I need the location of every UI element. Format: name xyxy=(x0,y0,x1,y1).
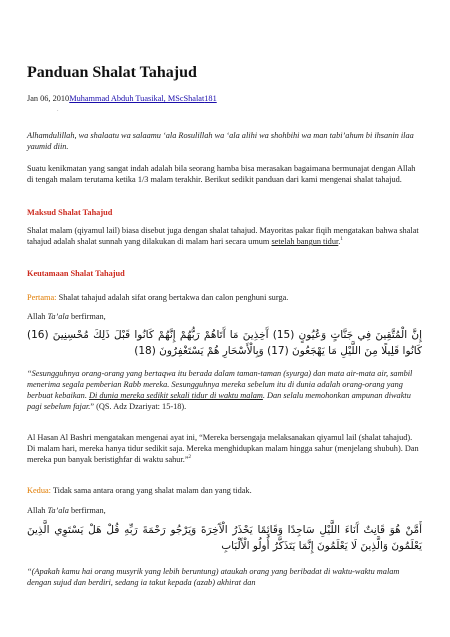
category-link[interactable]: Shalat xyxy=(183,94,205,103)
point-first xyxy=(27,292,422,303)
point-second-text: Tidak sama antara orang yang shalat malam dan yang tidak. xyxy=(50,486,252,495)
point-first-label: Pertama: xyxy=(27,293,57,302)
translation-1-a: “Sesungguhnya orang-orang yang bertaqwa itu berada dalam taman-taman (syurga) dan mata air-mata air, sambil menerima segala pemberian Rabb mereka. Sesungguhnya mereka sebelum itu di dunia adalah orang-orang yang berbuat kebaikan. xyxy=(27,369,413,401)
hasan-text: Al Hasan Al Bashri mengatakan mengenai ayat ini, “Mereka bersengaja melaksanakan qiyamul lail (shalat tahajud). Di malam hari, mereka hanya tidur sedikit saja. Mereka menghidupkan malam hingga sahur (menjelang shubuh). Dan mereka pun banyak beristighfar di waktu sahur.” xyxy=(27,433,419,465)
page-title: Panduan Shalat Tahajud xyxy=(27,64,197,81)
translation-1-b: . Dan selalu memohonkan ampunan diwaktu pagi sebelum fajar. xyxy=(27,391,411,412)
intro-paragraph: Suatu kenikmatan yang sangat indah adalah bila seorang hamba bisa merasakan bagaimana bermunajat dengan Allah di tengah malam terutama ketika 1/3 malam terakhir. Berikut sedikit panduan dari kami mengenai shalat tahajud. xyxy=(27,164,416,185)
allah-says-2 xyxy=(27,505,422,516)
point-first-text: Shalat tahajud adalah sifat orang bertakwa dan calon penghuni surga. xyxy=(56,293,289,302)
hasan-paragraph xyxy=(27,432,422,465)
allah-says-1 xyxy=(27,311,422,322)
arabic-verse-2: أَمَّنْ هُوَ قَانِتٌ آَنَاءَ اللَّيْلِ سَاجِدًا وَقَائِمًا يَحْذَرُ الْآَخِرَةَ وَيَرْجُو رَحْمَةَ رَبِّهِ قُلْ هَلْ يَسْتَوِي الَّذِينَ يَعْلَمُونَ وَالَّذِينَ لَا يَعْلَمُونَ إِنَّمَا يَتَذَكَّرُ أُولُو الْأَلْبَابِ xyxy=(27,524,422,552)
maksud-paragraph xyxy=(27,225,422,247)
footnote-ref-1[interactable]: 1 xyxy=(340,237,343,243)
allah-says-1-c: berfirman, xyxy=(68,312,106,321)
translation-1-underlined: Di dunia mereka sedikit sekali tidur di waktu malam xyxy=(88,391,263,401)
point-second xyxy=(27,485,422,496)
comment-count[interactable]: 181 xyxy=(204,94,217,103)
post-meta xyxy=(27,94,217,103)
footnote-ref-2[interactable]: 2 xyxy=(188,455,192,461)
post-date: Jan 06, 2010 xyxy=(27,94,70,103)
maksud-underlined: setelah bangun tidur xyxy=(271,237,339,247)
author-link[interactable]: Muhammad Abduh Tuasikal, MSc xyxy=(69,94,184,103)
separator-dot: . xyxy=(57,107,59,113)
section-heading-maksud: Maksud Shalat Tahajud xyxy=(27,208,113,217)
allah-says-1-b: Ta’ala xyxy=(47,312,69,321)
maksud-text-end: . xyxy=(338,237,341,247)
intro-salutation: Alhamdulillah, wa shalaatu wa salaamu ‘ala Rosulillah wa ‘ala alihi wa shohbihi wa man tabi’ahum bi ihsanin ilaa yaumid diin. xyxy=(27,131,414,152)
section-heading-keutamaan: Keutamaan Shalat Tahajud xyxy=(27,269,125,278)
arabic-verse-1: إِنَّ الْمُتَّقِينَ فِي جَنَّاتٍ وَعُيُونٍ (15) آَخِذِينَ مَا آَتَاهُمْ رَبُّهُمْ إِنَّهُمْ كَانُوا قَبْلَ ذَلِكَ مُحْسِنِينَ (16) كَانُوا قَلِيلًا مِنَ اللَّيْلِ مَا يَهْجَعُونَ (17) وَبِالْأَسْحَارِ هُمْ يَسْتَغْفِرُونَ (18) xyxy=(27,329,422,357)
allah-says-2-a: Allah xyxy=(27,506,48,515)
allah-says-1-a: Allah xyxy=(27,312,48,321)
translation-2: “(Apakah kamu hai orang musyrik yang lebih beruntung) ataukah orang yang beribadat di waktu-waktu malam dengan sujud dan berdiri, sedang ia takut kepada (azab) akhirat dan xyxy=(27,567,400,588)
point-second-label: Kedua: xyxy=(27,486,51,495)
maksud-text: Shalat malam (qiyamul lail) biasa disebut juga dengan shalat tahajud. Mayoritas pakar fiqih mengatakan bahwa shalat tahajud adalah shalat sunnah yang dilakukan di malam hari secara umum xyxy=(27,226,419,247)
translation-1 xyxy=(27,368,422,412)
translation-1-ref: ” (QS. Adz Dzariyat: 15-18). xyxy=(90,402,187,412)
allah-says-2-c: berfirman, xyxy=(68,506,106,515)
allah-says-2-b: Ta’ala xyxy=(47,506,69,515)
